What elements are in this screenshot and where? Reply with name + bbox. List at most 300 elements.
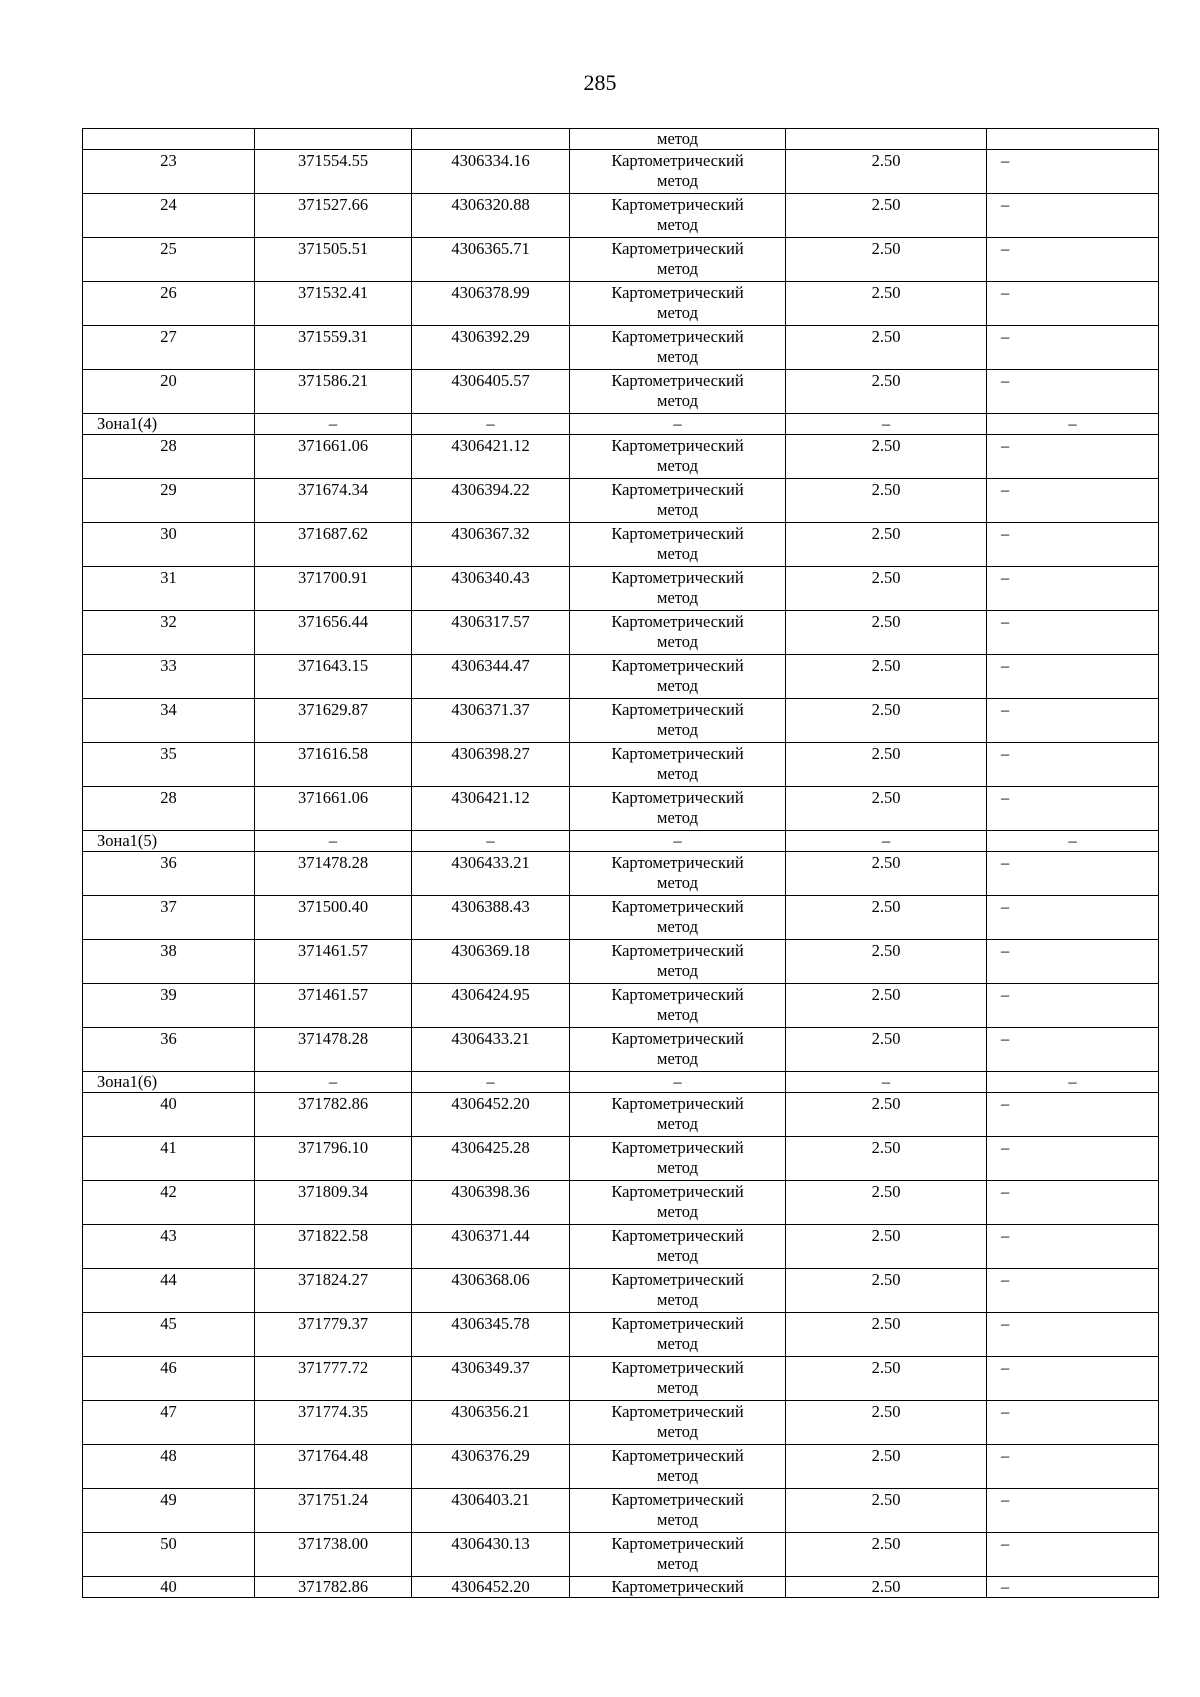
point-number-cell: 34 <box>83 699 255 743</box>
x-coordinate-cell: 371586.21 <box>255 370 412 414</box>
method-line-1: Картометрический <box>611 1490 744 1509</box>
method-line-1: Картометрический <box>611 436 744 455</box>
x-coordinate-cell: 371700.91 <box>255 567 412 611</box>
table-row <box>83 1533 1159 1577</box>
method-line-2: метод <box>657 588 698 607</box>
method-cell <box>570 1093 786 1137</box>
x-dash-cell: – <box>255 1072 412 1093</box>
y-coordinate-cell: 4306405.57 <box>412 370 570 414</box>
method-line-2: метод <box>657 1422 698 1441</box>
note-cell: – <box>987 435 1159 479</box>
x-coordinate-cell: 371500.40 <box>255 896 412 940</box>
point-number-cell: 30 <box>83 523 255 567</box>
method-line-2: метод <box>657 456 698 475</box>
table-row <box>83 1401 1159 1445</box>
table-row <box>83 1313 1159 1357</box>
y-coordinate-cell: 4306368.06 <box>412 1269 570 1313</box>
method-cell <box>570 370 786 414</box>
y-coordinate-cell: 4306365.71 <box>412 238 570 282</box>
accuracy-cell: 2.50 <box>786 1533 987 1577</box>
y-coordinate-cell: 4306433.21 <box>412 1028 570 1072</box>
table-row <box>83 655 1159 699</box>
method-dash-cell: – <box>570 831 786 852</box>
accuracy-cell: 2.50 <box>786 1357 987 1401</box>
table-row <box>83 150 1159 194</box>
note-cell: – <box>987 1137 1159 1181</box>
accuracy-cell <box>786 129 987 150</box>
method-line-1: Картометрический <box>611 371 744 390</box>
x-coordinate-cell: 371822.58 <box>255 1225 412 1269</box>
zone-label: Зона1(4) <box>83 414 255 435</box>
note-cell: – <box>987 326 1159 370</box>
note-cell: – <box>987 896 1159 940</box>
y-coordinate-cell: 4306367.32 <box>412 523 570 567</box>
accuracy-cell: 2.50 <box>786 1181 987 1225</box>
method-line-1: Картометрический <box>611 612 744 631</box>
note-cell: – <box>987 567 1159 611</box>
accuracy-dash-cell: – <box>786 831 987 852</box>
method-line-1: Картометрический <box>611 897 744 916</box>
page-number: 285 <box>583 70 617 95</box>
accuracy-cell: 2.50 <box>786 435 987 479</box>
table-row <box>83 896 1159 940</box>
method-line-1: Картометрический <box>611 1094 744 1113</box>
method-line-2: метод <box>657 1510 698 1529</box>
note-dash-cell: – <box>987 414 1159 435</box>
note-cell: – <box>987 655 1159 699</box>
method-cell <box>570 699 786 743</box>
accuracy-cell: 2.50 <box>786 1028 987 1072</box>
y-coordinate-cell: 4306345.78 <box>412 1313 570 1357</box>
method-line-2: метод <box>657 259 698 278</box>
method-dash-cell: – <box>570 1072 786 1093</box>
point-number-cell: 49 <box>83 1489 255 1533</box>
x-dash-cell: – <box>255 414 412 435</box>
table-row <box>83 611 1159 655</box>
note-cell: – <box>987 1489 1159 1533</box>
point-number-cell: 20 <box>83 370 255 414</box>
y-coordinate-cell: 4306424.95 <box>412 984 570 1028</box>
accuracy-cell: 2.50 <box>786 1313 987 1357</box>
note-cell: – <box>987 479 1159 523</box>
method-cell <box>570 1181 786 1225</box>
accuracy-cell: 2.50 <box>786 1225 987 1269</box>
method-line-2: метод <box>657 1554 698 1573</box>
table-row <box>83 852 1159 896</box>
method-line-2: метод <box>657 632 698 651</box>
method-cell <box>570 567 786 611</box>
note-cell: – <box>987 1225 1159 1269</box>
table-row <box>83 435 1159 479</box>
point-number-cell: 40 <box>83 1577 255 1598</box>
point-number-cell: 25 <box>83 238 255 282</box>
y-coordinate-cell: 4306433.21 <box>412 852 570 896</box>
method-line-2: метод <box>657 720 698 739</box>
x-coordinate-cell: 371774.35 <box>255 1401 412 1445</box>
method-line-2: метод <box>657 1158 698 1177</box>
note-cell: – <box>987 743 1159 787</box>
x-coordinate-cell: 371661.06 <box>255 787 412 831</box>
x-coordinate-cell: 371782.86 <box>255 1093 412 1137</box>
accuracy-cell: 2.50 <box>786 523 987 567</box>
x-dash-cell: – <box>255 831 412 852</box>
x-coordinate-cell: 371809.34 <box>255 1181 412 1225</box>
accuracy-cell: 2.50 <box>786 479 987 523</box>
y-coordinate-cell: 4306403.21 <box>412 1489 570 1533</box>
zone-header-row <box>83 414 1159 435</box>
accuracy-dash-cell: – <box>786 1072 987 1093</box>
method-line-2: метод <box>657 873 698 892</box>
point-number-cell: 27 <box>83 326 255 370</box>
y-coordinate-cell <box>412 129 570 150</box>
method-line-1: Картометрический <box>611 656 744 675</box>
point-number-cell: 37 <box>83 896 255 940</box>
method-line-1: Картометрический <box>611 283 744 302</box>
method-cell <box>570 282 786 326</box>
method-cell <box>570 1401 786 1445</box>
table-row <box>83 984 1159 1028</box>
note-cell: – <box>987 1533 1159 1577</box>
table-row <box>83 1028 1159 1072</box>
method-cell <box>570 611 786 655</box>
point-number-cell: 43 <box>83 1225 255 1269</box>
table-row <box>83 326 1159 370</box>
point-number-cell: 26 <box>83 282 255 326</box>
method-line-2: метод <box>657 303 698 322</box>
y-dash-cell: – <box>412 1072 570 1093</box>
zone-label: Зона1(5) <box>83 831 255 852</box>
method-cell <box>570 150 786 194</box>
point-number-cell <box>83 129 255 150</box>
point-number-cell: 41 <box>83 1137 255 1181</box>
method-line-1: Картометрический <box>611 853 744 872</box>
method-cell <box>570 655 786 699</box>
accuracy-cell: 2.50 <box>786 1489 987 1533</box>
point-number-cell: 50 <box>83 1533 255 1577</box>
coordinates-table-body <box>83 129 1159 1598</box>
note-cell: – <box>987 370 1159 414</box>
method-line-1: Картометрический <box>611 1534 744 1553</box>
point-number-cell: 24 <box>83 194 255 238</box>
method-line-2: метод <box>657 1049 698 1068</box>
x-coordinate-cell: 371656.44 <box>255 611 412 655</box>
point-number-cell: 47 <box>83 1401 255 1445</box>
accuracy-cell: 2.50 <box>786 699 987 743</box>
method-cell <box>570 523 786 567</box>
y-coordinate-cell: 4306344.47 <box>412 655 570 699</box>
method-line-1: Картометрический <box>611 151 744 170</box>
y-coordinate-cell: 4306430.13 <box>412 1533 570 1577</box>
accuracy-cell: 2.50 <box>786 238 987 282</box>
method-cell <box>570 1489 786 1533</box>
x-coordinate-cell: 371505.51 <box>255 238 412 282</box>
y-coordinate-cell: 4306425.28 <box>412 1137 570 1181</box>
method-line-2: метод <box>657 391 698 410</box>
note-cell: – <box>987 523 1159 567</box>
method-line-2: метод <box>657 347 698 366</box>
method-line-2: метод <box>657 1378 698 1397</box>
y-coordinate-cell: 4306394.22 <box>412 479 570 523</box>
x-coordinate-cell: 371687.62 <box>255 523 412 567</box>
table-row <box>83 1225 1159 1269</box>
point-number-cell: 48 <box>83 1445 255 1489</box>
accuracy-cell: 2.50 <box>786 1445 987 1489</box>
point-number-cell: 28 <box>83 787 255 831</box>
point-number-cell: 32 <box>83 611 255 655</box>
note-cell: – <box>987 194 1159 238</box>
note-cell: – <box>987 1093 1159 1137</box>
note-cell: – <box>987 1401 1159 1445</box>
table-row <box>83 1137 1159 1181</box>
x-coordinate-cell: 371527.66 <box>255 194 412 238</box>
table-row <box>83 1489 1159 1533</box>
method-cell <box>570 787 786 831</box>
accuracy-cell: 2.50 <box>786 194 987 238</box>
point-number-cell: 35 <box>83 743 255 787</box>
method-line-1: Картометрический <box>611 195 744 214</box>
zone-label: Зона1(6) <box>83 1072 255 1093</box>
y-coordinate-cell: 4306371.37 <box>412 699 570 743</box>
method-cell <box>570 1577 786 1598</box>
table-row <box>83 370 1159 414</box>
note-cell: – <box>987 852 1159 896</box>
accuracy-cell: 2.50 <box>786 743 987 787</box>
y-coordinate-cell: 4306340.43 <box>412 567 570 611</box>
point-number-cell: 36 <box>83 1028 255 1072</box>
method-cell <box>570 984 786 1028</box>
x-coordinate-cell: 371824.27 <box>255 1269 412 1313</box>
y-coordinate-cell: 4306349.37 <box>412 1357 570 1401</box>
y-coordinate-cell: 4306398.36 <box>412 1181 570 1225</box>
method-line-1: Картометрический <box>611 1314 744 1333</box>
method-line-2: метод <box>657 808 698 827</box>
x-coordinate-cell: 371532.41 <box>255 282 412 326</box>
method-line-2: метод <box>657 917 698 936</box>
y-coordinate-cell: 4306376.29 <box>412 1445 570 1489</box>
note-cell: – <box>987 699 1159 743</box>
y-coordinate-cell: 4306452.20 <box>412 1577 570 1598</box>
table-row <box>83 194 1159 238</box>
x-coordinate-cell: 371782.86 <box>255 1577 412 1598</box>
note-cell: – <box>987 611 1159 655</box>
method-line-1: Картометрический <box>611 1577 744 1596</box>
note-cell: – <box>987 1445 1159 1489</box>
y-coordinate-cell: 4306398.27 <box>412 743 570 787</box>
x-coordinate-cell: 371738.00 <box>255 1533 412 1577</box>
y-coordinate-cell: 4306369.18 <box>412 940 570 984</box>
method-cell <box>570 896 786 940</box>
x-coordinate-cell: 371777.72 <box>255 1357 412 1401</box>
y-coordinate-cell: 4306378.99 <box>412 282 570 326</box>
x-coordinate-cell: 371478.28 <box>255 1028 412 1072</box>
method-line-2: метод <box>657 1334 698 1353</box>
method-line-1: Картометрический <box>611 941 744 960</box>
method-line-1: Картометрический <box>611 480 744 499</box>
method-line-1: Картометрический <box>611 1446 744 1465</box>
point-number-cell: 28 <box>83 435 255 479</box>
method-line-1: Картометрический <box>611 1402 744 1421</box>
x-coordinate-cell <box>255 129 412 150</box>
method-cell <box>570 743 786 787</box>
method-cell <box>570 1313 786 1357</box>
note-cell: – <box>987 940 1159 984</box>
zone-header-row <box>83 831 1159 852</box>
accuracy-cell: 2.50 <box>786 655 987 699</box>
method-line-1: Картометрический <box>611 700 744 719</box>
y-coordinate-cell: 4306371.44 <box>412 1225 570 1269</box>
y-coordinate-cell: 4306317.57 <box>412 611 570 655</box>
point-number-cell: 39 <box>83 984 255 1028</box>
x-coordinate-cell: 371674.34 <box>255 479 412 523</box>
point-number-cell: 36 <box>83 852 255 896</box>
method-line-1: Картометрический <box>611 1226 744 1245</box>
method-line-1: Картометрический <box>611 1138 744 1157</box>
table-row <box>83 282 1159 326</box>
accuracy-cell: 2.50 <box>786 370 987 414</box>
accuracy-cell: 2.50 <box>786 1269 987 1313</box>
method-line-2: метод <box>657 1246 698 1265</box>
point-number-cell: 23 <box>83 150 255 194</box>
x-coordinate-cell: 371751.24 <box>255 1489 412 1533</box>
x-coordinate-cell: 371461.57 <box>255 984 412 1028</box>
method-dash-cell: – <box>570 414 786 435</box>
method-cell <box>570 326 786 370</box>
y-coordinate-cell: 4306356.21 <box>412 1401 570 1445</box>
x-coordinate-cell: 371796.10 <box>255 1137 412 1181</box>
y-dash-cell: – <box>412 831 570 852</box>
note-cell: – <box>987 282 1159 326</box>
table-row-continuation <box>83 129 1159 150</box>
table-row <box>83 567 1159 611</box>
note-cell: – <box>987 1028 1159 1072</box>
method-cell <box>570 1533 786 1577</box>
method-line-1: Картометрический <box>611 1029 744 1048</box>
point-number-cell: 38 <box>83 940 255 984</box>
method-line-1: Картометрический <box>611 1270 744 1289</box>
method-line-1: Картометрический <box>611 1358 744 1377</box>
method-line-1: Картометрический <box>611 239 744 258</box>
method-cell <box>570 479 786 523</box>
accuracy-cell: 2.50 <box>786 787 987 831</box>
table-row <box>83 1357 1159 1401</box>
method-line-1: Картометрический <box>611 568 744 587</box>
method-line-2: метод <box>657 500 698 519</box>
x-coordinate-cell: 371554.55 <box>255 150 412 194</box>
note-cell: – <box>987 787 1159 831</box>
y-dash-cell: – <box>412 414 570 435</box>
method-cell <box>570 1357 786 1401</box>
accuracy-cell: 2.50 <box>786 984 987 1028</box>
note-cell <box>987 129 1159 150</box>
method-line-2: метод <box>657 676 698 695</box>
note-dash-cell: – <box>987 1072 1159 1093</box>
y-coordinate-cell: 4306388.43 <box>412 896 570 940</box>
y-coordinate-cell: 4306320.88 <box>412 194 570 238</box>
x-coordinate-cell: 371661.06 <box>255 435 412 479</box>
accuracy-cell: 2.50 <box>786 1137 987 1181</box>
point-number-cell: 45 <box>83 1313 255 1357</box>
table-row <box>83 1181 1159 1225</box>
table-row <box>83 699 1159 743</box>
accuracy-cell: 2.50 <box>786 852 987 896</box>
table-row <box>83 479 1159 523</box>
point-number-cell: 29 <box>83 479 255 523</box>
method-line-1: Картометрический <box>611 744 744 763</box>
method-line-2: метод <box>657 544 698 563</box>
accuracy-cell: 2.50 <box>786 1577 987 1598</box>
accuracy-cell: 2.50 <box>786 896 987 940</box>
table-row <box>83 787 1159 831</box>
method-line-2: метод <box>657 961 698 980</box>
method-line-1: Картометрический <box>611 327 744 346</box>
method-line-2: метод <box>657 1466 698 1485</box>
x-coordinate-cell: 371461.57 <box>255 940 412 984</box>
note-cell: – <box>987 1181 1159 1225</box>
table-row <box>83 743 1159 787</box>
x-coordinate-cell: 371779.37 <box>255 1313 412 1357</box>
point-number-cell: 40 <box>83 1093 255 1137</box>
method-line-2: метод <box>657 1114 698 1133</box>
method-line-1: Картометрический <box>611 788 744 807</box>
point-number-cell: 31 <box>83 567 255 611</box>
method-cell <box>570 238 786 282</box>
accuracy-dash-cell: – <box>786 414 987 435</box>
y-coordinate-cell: 4306334.16 <box>412 150 570 194</box>
method-line-2: метод <box>657 1005 698 1024</box>
coordinates-table <box>82 128 1159 1598</box>
method-line-2: метод <box>657 1290 698 1309</box>
method-cell <box>570 1269 786 1313</box>
zone-header-row <box>83 1072 1159 1093</box>
x-coordinate-cell: 371764.48 <box>255 1445 412 1489</box>
x-coordinate-cell: 371478.28 <box>255 852 412 896</box>
y-coordinate-cell: 4306392.29 <box>412 326 570 370</box>
note-cell: – <box>987 984 1159 1028</box>
note-cell: – <box>987 1269 1159 1313</box>
method-line-2: метод <box>657 1202 698 1221</box>
accuracy-cell: 2.50 <box>786 1093 987 1137</box>
method-cell <box>570 194 786 238</box>
note-cell: – <box>987 150 1159 194</box>
method-line-1: Картометрический <box>611 524 744 543</box>
table-row <box>83 940 1159 984</box>
method-cell <box>570 1445 786 1489</box>
method-line-2: метод <box>657 171 698 190</box>
point-number-cell: 42 <box>83 1181 255 1225</box>
table-row <box>83 1577 1159 1598</box>
point-number-cell: 44 <box>83 1269 255 1313</box>
note-cell: – <box>987 238 1159 282</box>
method-line-1: Картометрический <box>611 985 744 1004</box>
method-cell <box>570 1225 786 1269</box>
table-row <box>83 1093 1159 1137</box>
method-cell <box>570 1028 786 1072</box>
y-coordinate-cell: 4306421.12 <box>412 435 570 479</box>
x-coordinate-cell: 371643.15 <box>255 655 412 699</box>
y-coordinate-cell: 4306421.12 <box>412 787 570 831</box>
accuracy-cell: 2.50 <box>786 1401 987 1445</box>
accuracy-cell: 2.50 <box>786 326 987 370</box>
accuracy-cell: 2.50 <box>786 611 987 655</box>
note-cell: – <box>987 1577 1159 1598</box>
table-row <box>83 238 1159 282</box>
table-row <box>83 1445 1159 1489</box>
method-line-1: Картометрический <box>611 1182 744 1201</box>
x-coordinate-cell: 371629.87 <box>255 699 412 743</box>
accuracy-cell: 2.50 <box>786 282 987 326</box>
accuracy-cell: 2.50 <box>786 940 987 984</box>
method-cell: метод <box>570 129 786 150</box>
